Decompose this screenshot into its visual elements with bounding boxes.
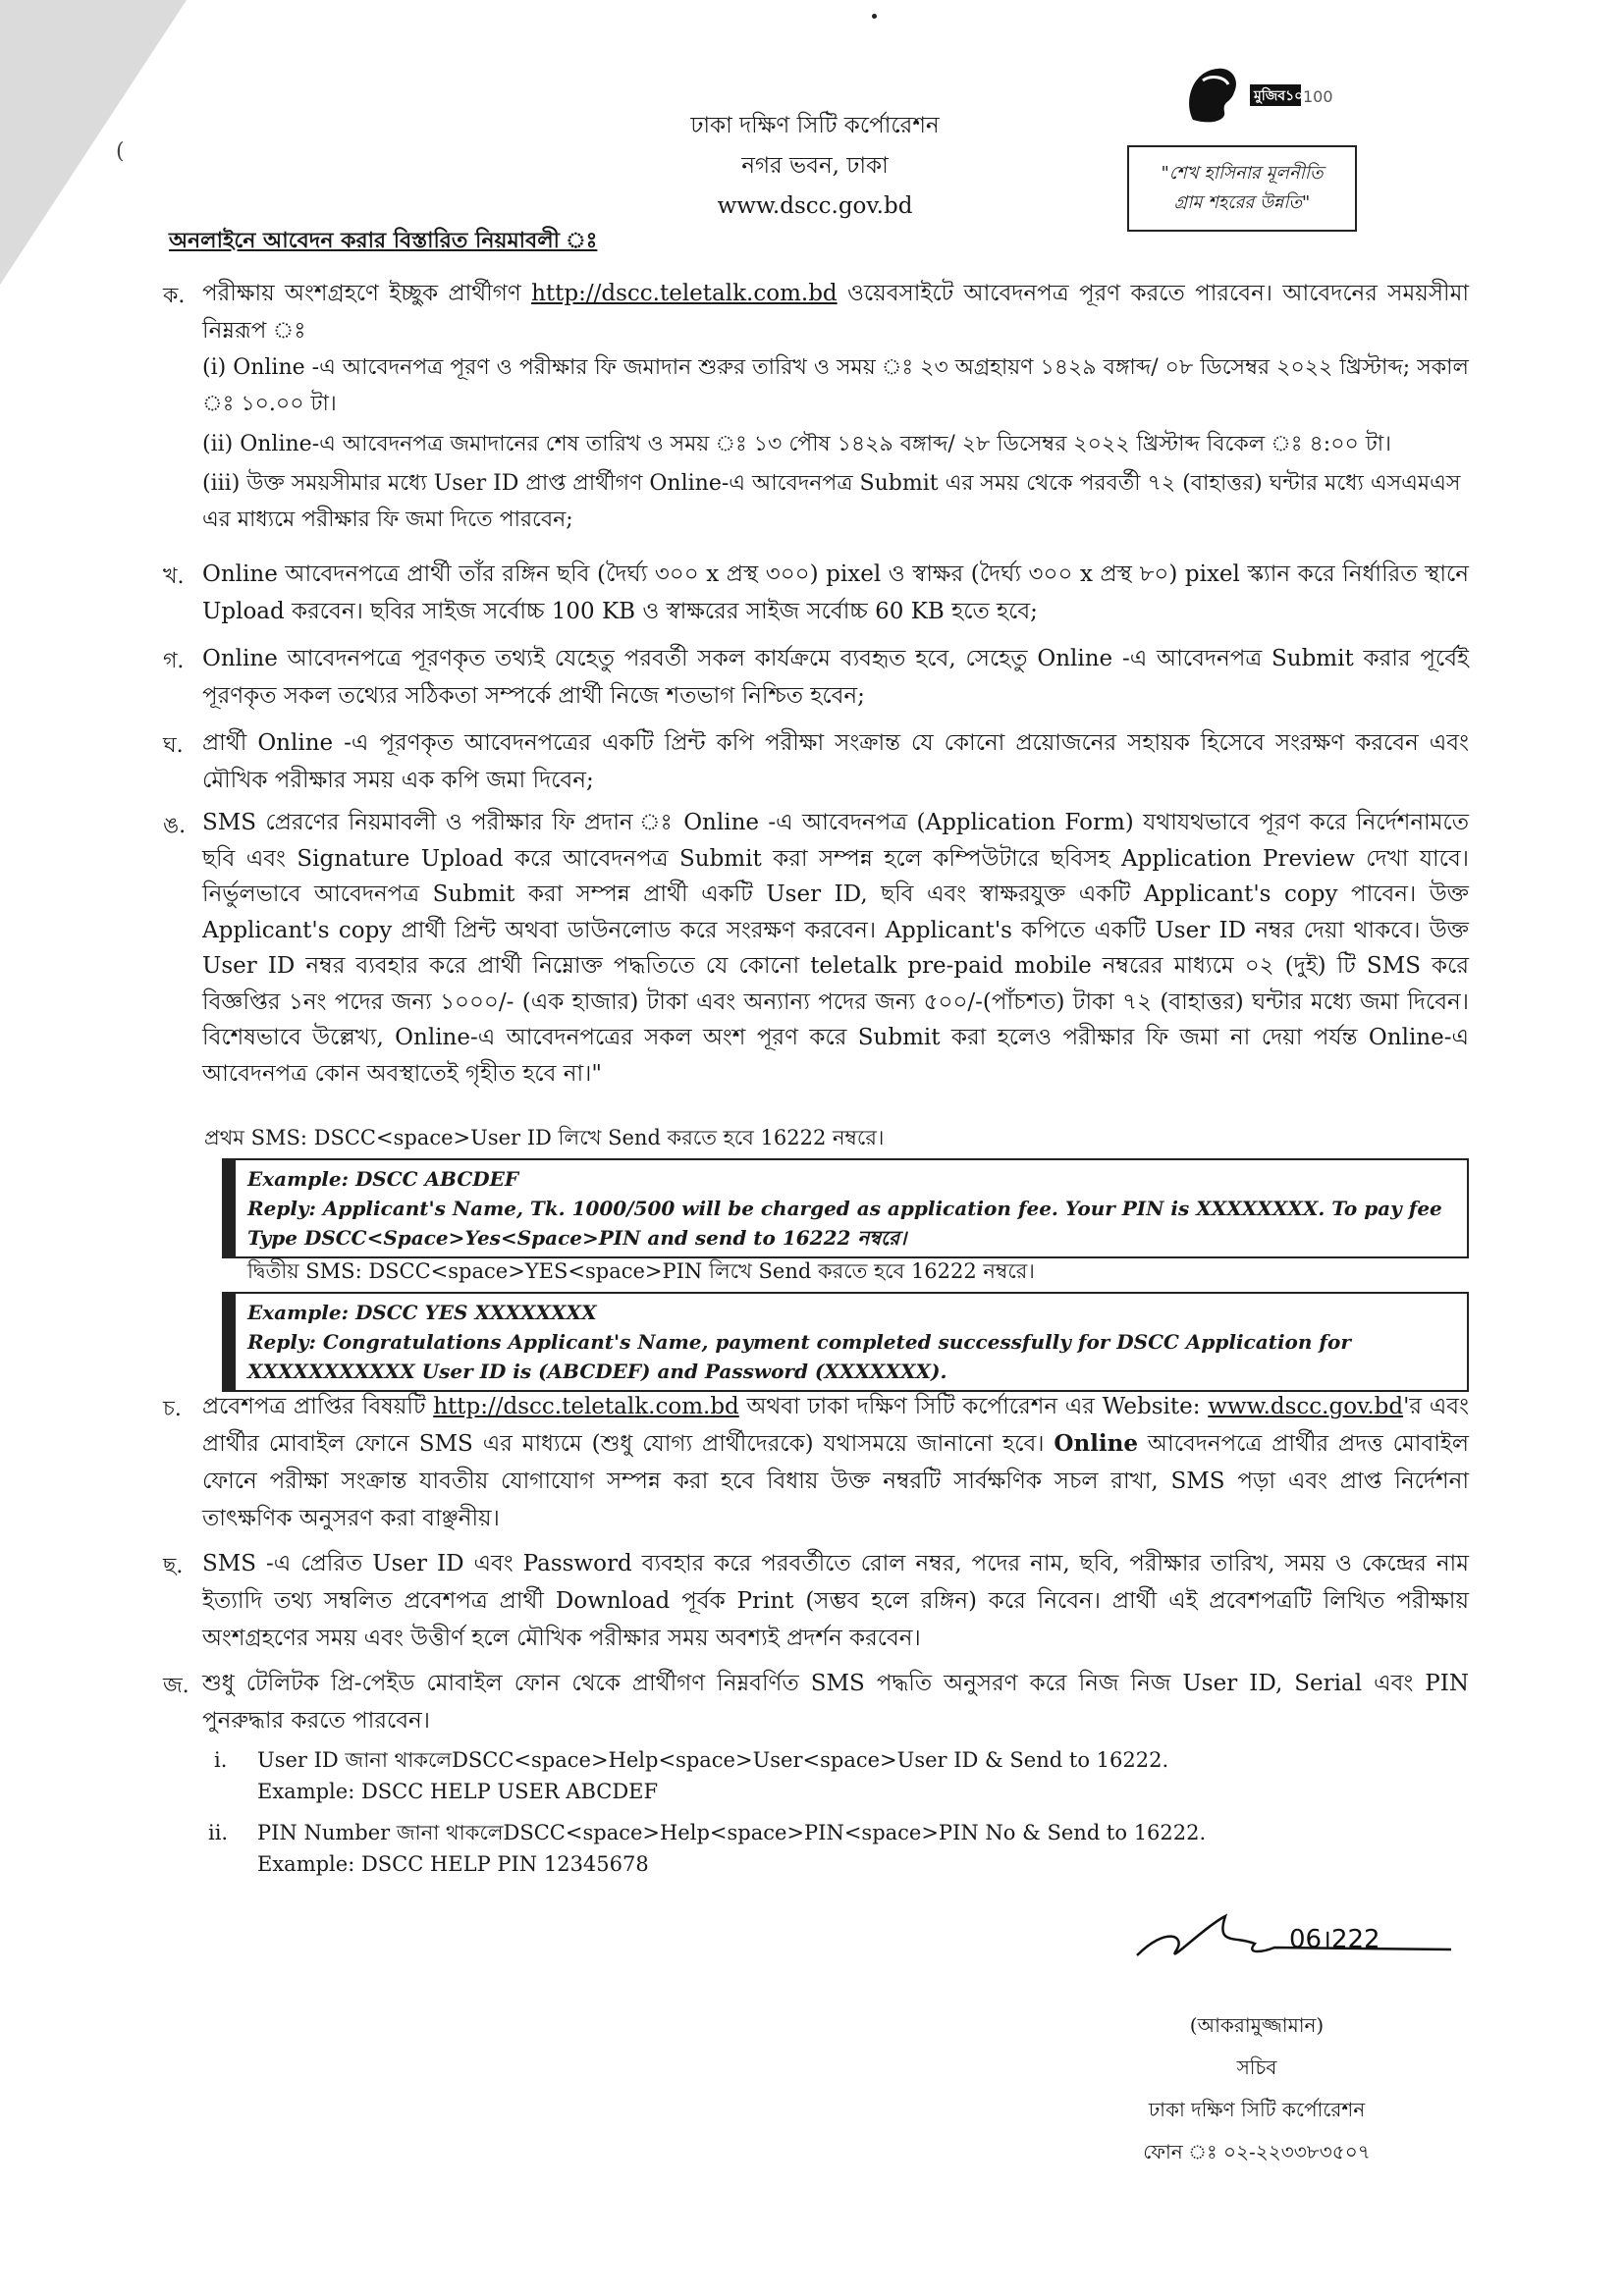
example-title: Example: DSCC ABCDEF [247,1167,519,1191]
item-label: জ. [163,1674,189,1698]
sub-item-ii: (ii) Online-এ আবেদনপত্র জমাদানের শেষ তারিখ ও সময় ঃ ১৩ পৌষ ১৪২৯ বঙ্গাব্দ/ ২৮ ডিসেম্বর ২০২২ খ্রিস্টাব্দ বিকেল ঃ ৪:০০ টা। [202,432,1392,456]
item-label: ঙ. [163,814,187,838]
item-label: ঘ. [163,733,184,758]
list-example-2: Example: DSCC HELP PIN 12345678 [257,1852,649,1876]
text-segment: অথবা ঢাকা দক্ষিণ সিটি কর্পোরেশন এর Website: [738,1394,1209,1419]
org-address: নগর ভবন, ঢাকা [741,153,889,179]
scan-speck [872,14,877,19]
sub-item-iii: (iii) উক্ত সময়সীমার মধ্যে User ID প্রাপ্ত প্রার্থীগণ Online-এ আবেদনপত্র Submit এর সময় থেকে পরবর্তী ৭২ (বাহাত্তর) ঘন্টার মধ্যে এসএমএস এর মাধ্যমে পরীক্ষার ফি জমা দিতে পারবেন; [202,471,1461,532]
mujib-100-logo [1173,61,1370,130]
teletalk-link[interactable]: http://dscc.teletalk.com.bd [531,281,838,306]
handwritten-signature [1127,1906,1461,1985]
sms-example-box-2 [232,1292,1469,1392]
signature-date: 06।222 [1289,1925,1380,1954]
sms-instruction-2: দ্বিতীয় SMS: DSCC<space>YES<space>PIN লিখে Send করতে হবে 16222 নম্বরে। [247,1259,1035,1283]
bold-word: Online [1054,1430,1138,1457]
item-text [202,1388,1469,1537]
item-text: SMS -এ প্রেরিত User ID এবং Password ব্যবহার করে পরবর্তীতে রোল নম্বর, পদের নাম, ছবি, পরীক্ষার তারিখ, সময় ও কেন্দ্রের নাম ইত্যাদি তথ্য সম্বলিত প্রবেশপত্র প্রার্থী Download পূর্বক Print (সম্ভব হলে রঙ্গিন) করে নিবেন। প্রার্থী এই প্রবেশপত্রটি লিখিত পরীক্ষায় অংশগ্রহণের সময় এবং উত্তীর্ণ হলে মৌখিক পরীক্ষার সময় অবশ্যই প্রদর্শন করবেন। [202,1551,1469,1651]
item-text [202,275,1469,349]
sub-item-i: (i) Online -এ আবেদনপত্র পূরণ ও পরীক্ষার ফি জমাদান শুরুর তারিখ ও সময় ঃ ২৩ অগ্রহায়ণ ১৪২৯ বঙ্গাব্দ/ ০৮ ডিসেম্বর ২০২২ খ্রিস্টাব্দ; সকাল ঃ ১০.০০ টা। [202,355,1469,416]
signatory-phone: ফোন ঃ ০২-২২৩৩৮৩৫০৭ [1143,2140,1371,2163]
box-marker [222,1292,236,1392]
scan-shadow [0,0,187,285]
org-website: www.dscc.gov.bd [717,193,913,219]
section-heading: অনলাইনে আবেদন করার বিস্তারিত নিয়মাবলী ঃ [169,228,598,253]
slogan-box [1127,145,1357,232]
slogan-line-2: গ্রাম শহরের উন্নতি" [1173,192,1311,213]
example-title: Example: DSCC YES XXXXXXXX [247,1301,597,1324]
item-text: Online আবেদনপত্রে প্রার্থী তাঁর রঙ্গিন ছবি (দৈর্ঘ্য ৩০০ x প্রস্থ ৩০০) pixel ও স্বাক্ষর (দৈর্ঘ্য ৩০০ x প্রস্থ ৮০) pixel স্ক্যান করে নির্ধারিত স্থানে Upload করবেন। ছবির সাইজ সর্বোচ্চ 100 KB ও স্বাক্ষরের সাইজ সর্বোচ্চ 60 KB হতে হবে; [202,561,1469,624]
text-segment: পরীক্ষায় অংশগ্রহণে ইচ্ছুক প্রার্থীগণ [202,281,532,306]
text-segment: প্রবেশপত্র প্রাপ্তির বিষয়টি [202,1394,434,1419]
item-text: SMS প্রেরণের নিয়মাবলী ও পরীক্ষার ফি প্রদান ঃ Online -এ আবেদনপত্র (Application Form) যথাযথভাবে পূরণ করে নির্দেশনামতে ছবি এবং Signature Upload করে আবেদনপত্র Submit করা সম্পন্ন হলে কম্পিউটারে ছবিসহ Application Preview দেখা যাবে। নির্ভুলভাবে আবেদনপত্র Submit করা সম্পন্ন প্রার্থী একটি User ID, ছবি এবং স্বাক্ষরযুক্ত একটি Applicant's copy পাবেন। উক্ত Applicant's copy প্রার্থী প্রিন্ট অথবা ডাউনলোড করে সংরক্ষণ করবেন। Applicant's কপিতে একটি User ID নম্বর দেয়া থাকবে। উক্ত User ID নম্বর ব্যবহার করে প্রার্থী নিম্নোক্ত পদ্ধতিতে যে কোনো teletalk pre-paid mobile নম্বরের মাধ্যমে ০২ (দুই) টি SMS করে বিজ্ঞপ্তির ১নং পদের জন্য ১০০০/- (এক হাজার) টাকা এবং অন্যান্য পদের জন্য ৫০০/-(পাঁচশত) টাকা ৭২ (বাহাত্তর) ঘন্টার মধ্যে জমা দিবেন। বিশেষভাবে উল্লেখ্য, Online-এ আবেদনপত্রের সকল অংশ পূরণ করে Submit করা হলেও পরীক্ষার ফি জমা না দেয়া পর্যন্ত Online-এ আবেদনপত্র কোন অবস্থাতেই গৃহীত হবে না।" [202,810,1469,1087]
list-line-1: User ID জানা থাকলেDSCC<space>Help<space>User<space>User ID & Send to 16222. [257,1748,1169,1772]
text-segment: আবেদনপত্রে প্রার্থীর প্রদত্ত মোবাইল ফোনে পরীক্ষা সংক্রান্ত যাবতীয় যোগাযোগ সম্পন্ন করা হবে বিধায় উক্ত নম্বরটি সার্বক্ষণিক সচল রাখা, SMS পড়া এবং প্রাপ্ত নির্দেশনা তাৎক্ষণিক অনুসরণ করা বাঞ্ছনীয়। [202,1431,1469,1531]
svg-text:100: 100 [1303,87,1333,106]
signatory-name: (আকরামুজ্জামান) [1189,2013,1325,2037]
list-example-1: Example: DSCC HELP USER ABCDEF [257,1780,659,1803]
item-text: প্রার্থী Online -এ পূরণকৃত আবেদনপত্রের একটি প্রিন্ট কপি পরীক্ষা সংক্রান্ত যে কোনো প্রয়োজনের সহায়ক হিসেবে সংরক্ষণ করবেন এবং মৌখিক পরীক্ষার সময় এক কপি জমা দিবেন; [202,730,1469,793]
example-reply: Reply: Applicant's Name, Tk. 1000/500 will be charged as application fee. Your PIN is XXXXXXXX. To pay fee Type DSCC<Space>Yes<Space>PIN and send to 16222 নম্বরে। [247,1197,1442,1250]
slogan-line-1: "শেখ হাসিনার মূলনীতি [1161,163,1324,184]
example-reply: Reply: Congratulations Applicant's Name, payment completed successfully for DSCC Application for XXXXXXXXXXX User ID is (ABCDEF) and Password (XXXXXXX). [247,1330,1351,1383]
signatory-org: ঢাকা দক্ষিণ সিটি কর্পোরেশন [1148,2098,1366,2121]
sms-instruction-1: প্রথম SMS: DSCC<space>User ID লিখে Send করতে হবে 16222 নম্বরে। [204,1126,885,1149]
item-label: ছ. [163,1554,184,1578]
logo-text: মুজিব১০০ [1254,88,1313,104]
list-num-2: ii. [208,1821,229,1844]
teletalk-link[interactable]: http://dscc.teletalk.com.bd [433,1394,739,1419]
item-label: ক. [163,284,186,308]
text-segment: 'র এবং প্রার্থীর মোবাইল ফোনে SMS এর মাধ্যমে (শুধু যোগ্য প্রার্থীদেরকে) যথাসময়ে জানানো হবে। [202,1394,1469,1457]
dscc-website-link[interactable]: www.dscc.gov.bd [1208,1394,1404,1419]
signatory-title: সচিব [1236,2056,1277,2079]
item-text: শুধু টেলিটক প্রি-পেইড মোবাইল ফোন থেকে প্রার্থীগণ নিম্নবর্ণিত SMS পদ্ধতি অনুসরণ করে নিজ নিজ User ID, Serial এবং PIN পুনরুদ্ধার করতে পারবেন। [202,1671,1469,1734]
item-label: খ. [163,564,185,589]
list-line-2: PIN Number জানা থাকলেDSCC<space>Help<space>PIN<space>PIN No & Send to 16222. [257,1821,1207,1844]
list-num-1: i. [214,1748,228,1772]
letterhead [550,106,1080,227]
margin-mark: ( [116,139,125,164]
org-name: ঢাকা দক্ষিণ সিটি কর্পোরেশন [690,113,940,138]
item-label: গ. [163,649,185,673]
item-label: চ. [163,1397,182,1421]
signatory-block [1109,2004,1404,2173]
sms-example-box-1 [232,1158,1469,1258]
text-segment: ওয়েবসাইটে আবেদনপত্র পূরণ করতে পারবেন। আবেদনের সময়সীমা নিম্নরূপ ঃ [202,281,1470,344]
box-marker [222,1158,236,1258]
item-text: Online আবেদনপত্রে পূরণকৃত তথ্যই যেহেতু পরবর্তী সকল কার্যক্রমে ব্যবহৃত হবে, সেহেতু Online -এ আবেদনপত্র Submit করার পূর্বেই পূরণকৃত সকল তথ্যের সঠিকতা সম্পর্কে প্রার্থী নিজে শতভাগ নিশ্চিত হবেন; [202,646,1469,709]
